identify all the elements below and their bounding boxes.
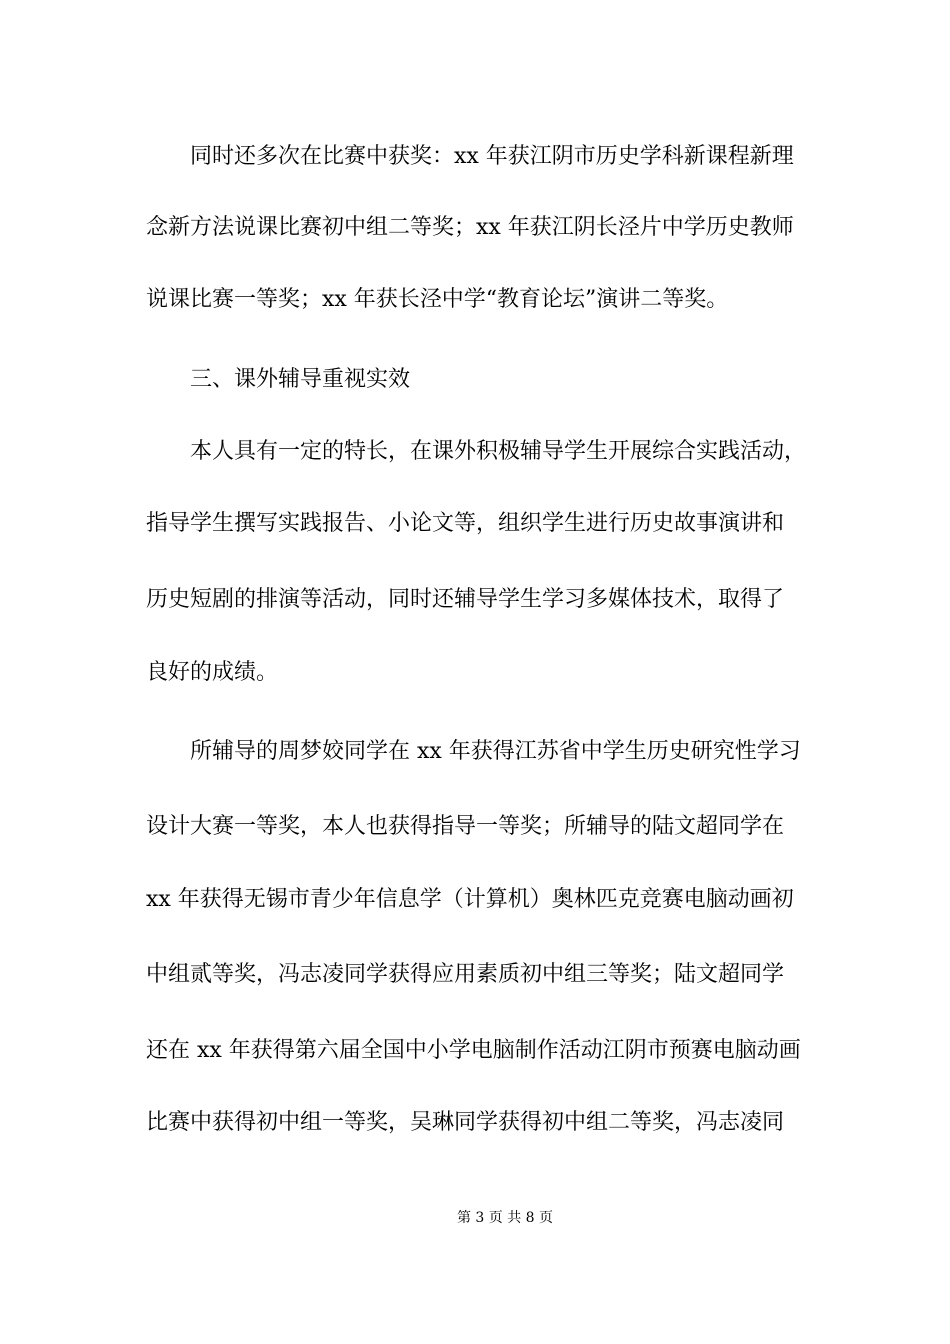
- paragraph-line: 同时还多次在比赛中获奖：xx 年获江阴市历史学科新课程新理: [190, 144, 794, 169]
- paragraph-line: 中组贰等奖，冯志凌同学获得应用素质初中组三等奖；陆文超同学: [146, 962, 785, 987]
- paragraph-line: 念新方法说课比赛初中组二等奖；xx 年获江阴长泾片中学历史教师: [146, 215, 794, 240]
- section-heading: 三、课外辅导重视实效: [190, 367, 411, 392]
- paragraph-line: xx 年获得无锡市青少年信息学（计算机）奥林匹克竞赛电脑动画初: [146, 887, 794, 912]
- paragraph-line: 指导学生撰写实践报告、小论文等，组织学生进行历史故事演讲和: [146, 511, 785, 536]
- paragraph-line: 说课比赛一等奖；xx 年获长泾中学“教育论坛”演讲二等奖。: [146, 287, 729, 312]
- paragraph-line: 良好的成绩。: [146, 660, 279, 685]
- page-number-footer: 第 3 页 共 8 页: [456, 1210, 554, 1226]
- paragraph-line: 还在 xx 年获得第六届全国中小学电脑制作活动江阴市预赛电脑动画: [146, 1038, 801, 1063]
- paragraph-line: 所辅导的周梦姣同学在 xx 年获得江苏省中学生历史研究性学习: [190, 739, 801, 764]
- paragraph-line: 设计大赛一等奖，本人也获得指导一等奖；所辅导的陆文超同学在: [146, 814, 785, 839]
- paragraph-line: 历史短剧的排演等活动，同时还辅导学生学习多媒体技术，取得了: [146, 587, 785, 612]
- paragraph-line: 比赛中获得初中组一等奖，吴琳同学获得初中组二等奖，冯志凌同: [146, 1110, 785, 1135]
- paragraph-line: 本人具有一定的特长，在课外积极辅导学生开展综合实践活动，: [190, 439, 807, 464]
